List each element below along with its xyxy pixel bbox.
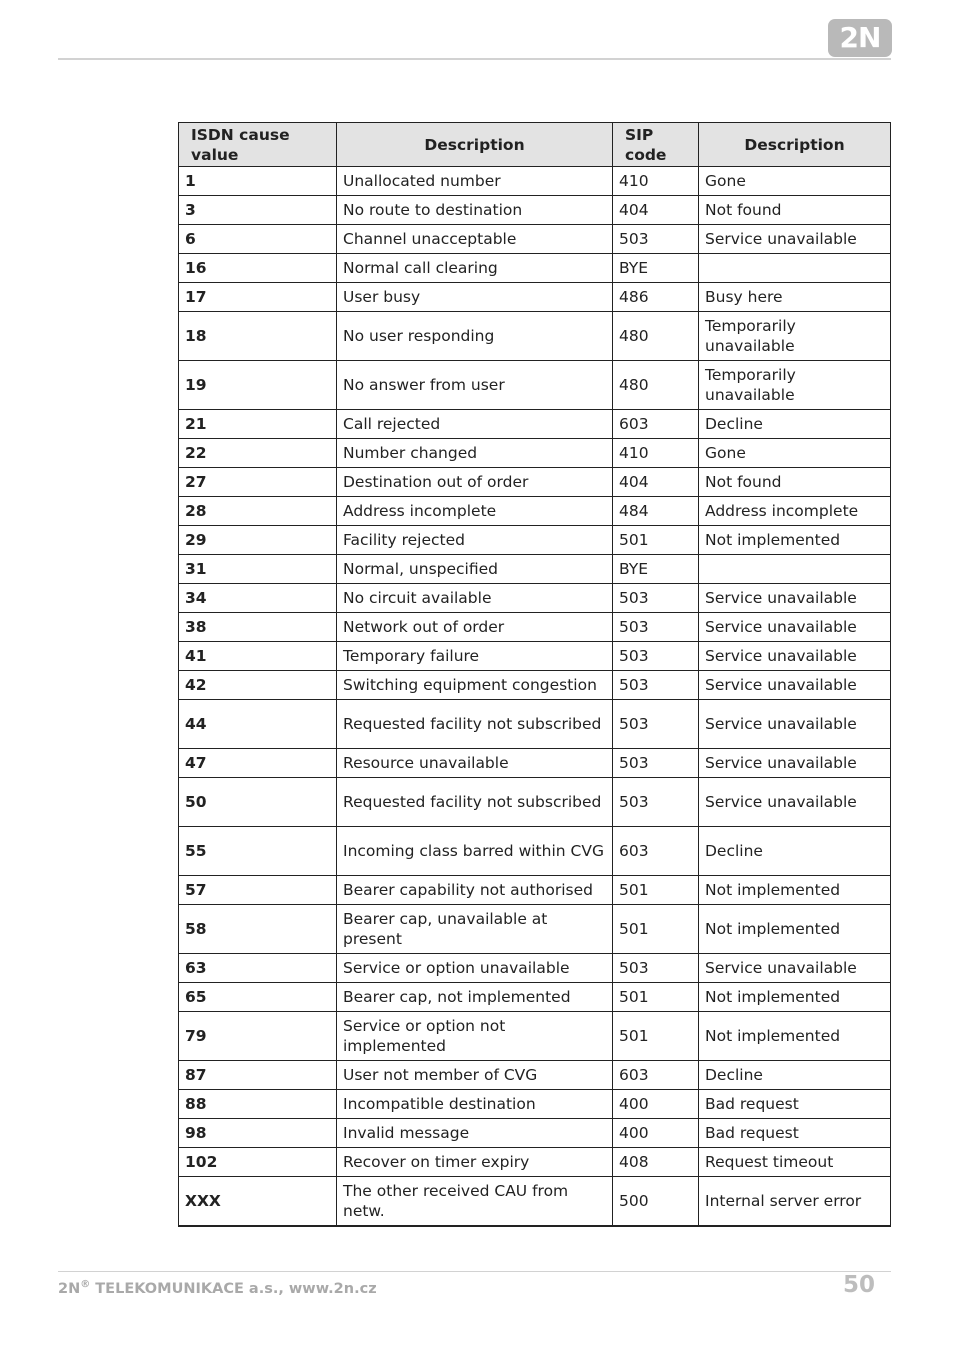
header-sip-description: Description bbox=[699, 123, 891, 167]
cause-description-cell: Invalid message bbox=[337, 1119, 613, 1148]
cause-description-cell: Service or option not implemented bbox=[337, 1012, 613, 1061]
table-row bbox=[179, 167, 891, 196]
cause-code-cell: 63 bbox=[179, 954, 337, 983]
cause-description-cell: The other received CAU from netw. bbox=[337, 1177, 613, 1227]
sip-code-cell: 501 bbox=[613, 526, 699, 555]
sip-description-cell: Decline bbox=[699, 410, 891, 439]
sip-code-cell: 410 bbox=[613, 439, 699, 468]
table-row bbox=[179, 954, 891, 983]
sip-description-cell: Service unavailable bbox=[699, 584, 891, 613]
page-number: 50 bbox=[842, 1272, 875, 1298]
sip-description-cell: Gone bbox=[699, 167, 891, 196]
cause-description-cell: Switching equipment congestion bbox=[337, 671, 613, 700]
sip-code-cell: 404 bbox=[613, 468, 699, 497]
sip-code-cell: 501 bbox=[613, 905, 699, 954]
table-row bbox=[179, 905, 891, 954]
sip-code-cell: 408 bbox=[613, 1148, 699, 1177]
footer-brand: 2N bbox=[58, 1280, 81, 1297]
sip-code-cell: 503 bbox=[613, 225, 699, 254]
cause-code-cell: 87 bbox=[179, 1061, 337, 1090]
table-row bbox=[179, 555, 891, 584]
cause-code-cell: 55 bbox=[179, 827, 337, 876]
cause-code-cell: 27 bbox=[179, 468, 337, 497]
sip-description-cell: Service unavailable bbox=[699, 225, 891, 254]
footer-divider bbox=[58, 1271, 891, 1272]
footer-company bbox=[58, 1279, 377, 1297]
cause-description-cell: Incoming class barred within CVG bbox=[337, 827, 613, 876]
sip-description-cell: Service unavailable bbox=[699, 700, 891, 749]
table-row bbox=[179, 196, 891, 225]
sip-description-cell: Busy here bbox=[699, 283, 891, 312]
table-row bbox=[179, 410, 891, 439]
sip-description-cell: Bad request bbox=[699, 1090, 891, 1119]
cause-description-cell: Incompatible destination bbox=[337, 1090, 613, 1119]
cause-code-cell: XXX bbox=[179, 1177, 337, 1227]
sip-description-cell: Not implemented bbox=[699, 526, 891, 555]
cause-description-cell: No circuit available bbox=[337, 584, 613, 613]
sip-code-cell: 484 bbox=[613, 497, 699, 526]
sip-code-cell: 480 bbox=[613, 361, 699, 410]
cause-description-cell: Destination out of order bbox=[337, 468, 613, 497]
sip-code-cell: 486 bbox=[613, 283, 699, 312]
cause-description-cell: Requested facility not subscribed bbox=[337, 700, 613, 749]
table-row bbox=[179, 312, 891, 361]
sip-description-cell: Internal server error bbox=[699, 1177, 891, 1227]
cause-description-cell: Requested facility not subscribed bbox=[337, 778, 613, 827]
table-row bbox=[179, 876, 891, 905]
cause-code-cell: 28 bbox=[179, 497, 337, 526]
cause-code-cell: 18 bbox=[179, 312, 337, 361]
cause-description-cell: Address incomplete bbox=[337, 497, 613, 526]
table-header-row bbox=[179, 123, 891, 167]
cause-description-cell: Resource unavailable bbox=[337, 749, 613, 778]
sip-description-cell: Service unavailable bbox=[699, 671, 891, 700]
table-body bbox=[179, 167, 891, 1227]
table-row bbox=[179, 700, 891, 749]
sip-description-cell: Gone bbox=[699, 439, 891, 468]
sip-code-cell: 500 bbox=[613, 1177, 699, 1227]
sip-code-cell: 603 bbox=[613, 827, 699, 876]
sip-description-cell: Decline bbox=[699, 827, 891, 876]
cause-description-cell: Call rejected bbox=[337, 410, 613, 439]
table-row bbox=[179, 671, 891, 700]
cause-description-cell: Normal call clearing bbox=[337, 254, 613, 283]
cause-code-cell: 58 bbox=[179, 905, 337, 954]
table-row bbox=[179, 361, 891, 410]
cause-code-cell: 50 bbox=[179, 778, 337, 827]
sip-description-cell: Decline bbox=[699, 1061, 891, 1090]
sip-description-cell: Temporarily unavailable bbox=[699, 361, 891, 410]
cause-description-cell: Bearer cap, not implemented bbox=[337, 983, 613, 1012]
sip-code-cell: BYE bbox=[613, 254, 699, 283]
cause-code-cell: 79 bbox=[179, 1012, 337, 1061]
sip-description-cell: Service unavailable bbox=[699, 778, 891, 827]
sip-code-cell: 404 bbox=[613, 196, 699, 225]
sip-code-cell: 603 bbox=[613, 410, 699, 439]
sip-description-cell: Not found bbox=[699, 196, 891, 225]
table-row bbox=[179, 749, 891, 778]
table-row bbox=[179, 468, 891, 497]
cause-description-cell: Number changed bbox=[337, 439, 613, 468]
sip-code-cell: 400 bbox=[613, 1119, 699, 1148]
table-row bbox=[179, 526, 891, 555]
cause-description-cell: Bearer cap, unavailable at present bbox=[337, 905, 613, 954]
table-row bbox=[179, 613, 891, 642]
table-row bbox=[179, 1177, 891, 1227]
table-row bbox=[179, 642, 891, 671]
cause-description-cell: Temporary failure bbox=[337, 642, 613, 671]
sip-description-cell: Not implemented bbox=[699, 983, 891, 1012]
cause-code-cell: 21 bbox=[179, 410, 337, 439]
sip-description-cell: Not found bbox=[699, 468, 891, 497]
cause-code-cell: 41 bbox=[179, 642, 337, 671]
isdn-sip-mapping-table bbox=[178, 122, 891, 1227]
cause-code-cell: 6 bbox=[179, 225, 337, 254]
cause-description-cell: User busy bbox=[337, 283, 613, 312]
table-row bbox=[179, 983, 891, 1012]
sip-description-cell: Temporarily unavailable bbox=[699, 312, 891, 361]
cause-code-cell: 1 bbox=[179, 167, 337, 196]
cause-code-cell: 98 bbox=[179, 1119, 337, 1148]
cause-code-cell: 19 bbox=[179, 361, 337, 410]
sip-code-cell: 400 bbox=[613, 1090, 699, 1119]
sip-description-cell bbox=[699, 555, 891, 584]
sip-description-cell: Request timeout bbox=[699, 1148, 891, 1177]
cause-code-cell: 38 bbox=[179, 613, 337, 642]
table-row bbox=[179, 827, 891, 876]
table-row bbox=[179, 1061, 891, 1090]
sip-code-cell: 503 bbox=[613, 749, 699, 778]
table-row bbox=[179, 1119, 891, 1148]
sip-code-cell: 501 bbox=[613, 876, 699, 905]
cause-code-cell: 47 bbox=[179, 749, 337, 778]
sip-code-cell: 503 bbox=[613, 642, 699, 671]
table-row bbox=[179, 584, 891, 613]
sip-description-cell: Bad request bbox=[699, 1119, 891, 1148]
cause-code-cell: 17 bbox=[179, 283, 337, 312]
cause-description-cell: Channel unacceptable bbox=[337, 225, 613, 254]
cause-description-cell: User not member of CVG bbox=[337, 1061, 613, 1090]
sip-code-cell: 480 bbox=[613, 312, 699, 361]
registered-mark: ® bbox=[80, 1279, 91, 1290]
sip-description-cell: Not implemented bbox=[699, 1012, 891, 1061]
cause-description-cell: Facility rejected bbox=[337, 526, 613, 555]
cause-code-cell: 102 bbox=[179, 1148, 337, 1177]
footer-company-name: TELEKOMUNIKACE a.s., www.2n.cz bbox=[90, 1280, 377, 1297]
cause-code-cell: 65 bbox=[179, 983, 337, 1012]
cause-code-cell: 42 bbox=[179, 671, 337, 700]
logo-text: 2N bbox=[839, 21, 881, 54]
sip-description-cell: Not implemented bbox=[699, 905, 891, 954]
table-row bbox=[179, 225, 891, 254]
sip-code-cell: 501 bbox=[613, 983, 699, 1012]
sip-description-cell: Not implemented bbox=[699, 876, 891, 905]
header-sip-code: SIP code bbox=[613, 123, 699, 167]
cause-code-cell: 34 bbox=[179, 584, 337, 613]
table-row bbox=[179, 497, 891, 526]
sip-code-cell: 503 bbox=[613, 778, 699, 827]
cause-code-cell: 57 bbox=[179, 876, 337, 905]
table-row bbox=[179, 439, 891, 468]
cause-description-cell: Unallocated number bbox=[337, 167, 613, 196]
cause-description-cell: Bearer capability not authorised bbox=[337, 876, 613, 905]
sip-description-cell: Service unavailable bbox=[699, 749, 891, 778]
header-description: Description bbox=[337, 123, 613, 167]
sip-code-cell: 503 bbox=[613, 613, 699, 642]
table-row bbox=[179, 1148, 891, 1177]
cause-description-cell: No route to destination bbox=[337, 196, 613, 225]
sip-code-cell: 410 bbox=[613, 167, 699, 196]
header-isdn-cause: ISDN cause value bbox=[179, 123, 337, 167]
cause-code-cell: 16 bbox=[179, 254, 337, 283]
sip-code-cell: 503 bbox=[613, 584, 699, 613]
cause-description-cell: No answer from user bbox=[337, 361, 613, 410]
table-row bbox=[179, 778, 891, 827]
cause-description-cell: Recover on timer expiry bbox=[337, 1148, 613, 1177]
cause-code-cell: 88 bbox=[179, 1090, 337, 1119]
table-row bbox=[179, 1012, 891, 1061]
sip-description-cell bbox=[699, 254, 891, 283]
cause-description-cell: No user responding bbox=[337, 312, 613, 361]
cause-code-cell: 31 bbox=[179, 555, 337, 584]
header-divider bbox=[58, 58, 891, 60]
cause-code-cell: 44 bbox=[179, 700, 337, 749]
sip-code-cell: 501 bbox=[613, 1012, 699, 1061]
sip-code-cell: BYE bbox=[613, 555, 699, 584]
cause-description-cell: Normal, unspecified bbox=[337, 555, 613, 584]
sip-code-cell: 603 bbox=[613, 1061, 699, 1090]
sip-code-cell: 503 bbox=[613, 700, 699, 749]
cause-description-cell: Network out of order bbox=[337, 613, 613, 642]
sip-description-cell: Service unavailable bbox=[699, 613, 891, 642]
sip-description-cell: Service unavailable bbox=[699, 954, 891, 983]
table-row bbox=[179, 1090, 891, 1119]
cause-code-cell: 3 bbox=[179, 196, 337, 225]
sip-code-cell: 503 bbox=[613, 671, 699, 700]
company-logo bbox=[828, 19, 892, 57]
cause-code-cell: 29 bbox=[179, 526, 337, 555]
table-row bbox=[179, 283, 891, 312]
sip-code-cell: 503 bbox=[613, 954, 699, 983]
cause-code-cell: 22 bbox=[179, 439, 337, 468]
table-row bbox=[179, 254, 891, 283]
sip-description-cell: Address incomplete bbox=[699, 497, 891, 526]
cause-description-cell: Service or option unavailable bbox=[337, 954, 613, 983]
sip-description-cell: Service unavailable bbox=[699, 642, 891, 671]
